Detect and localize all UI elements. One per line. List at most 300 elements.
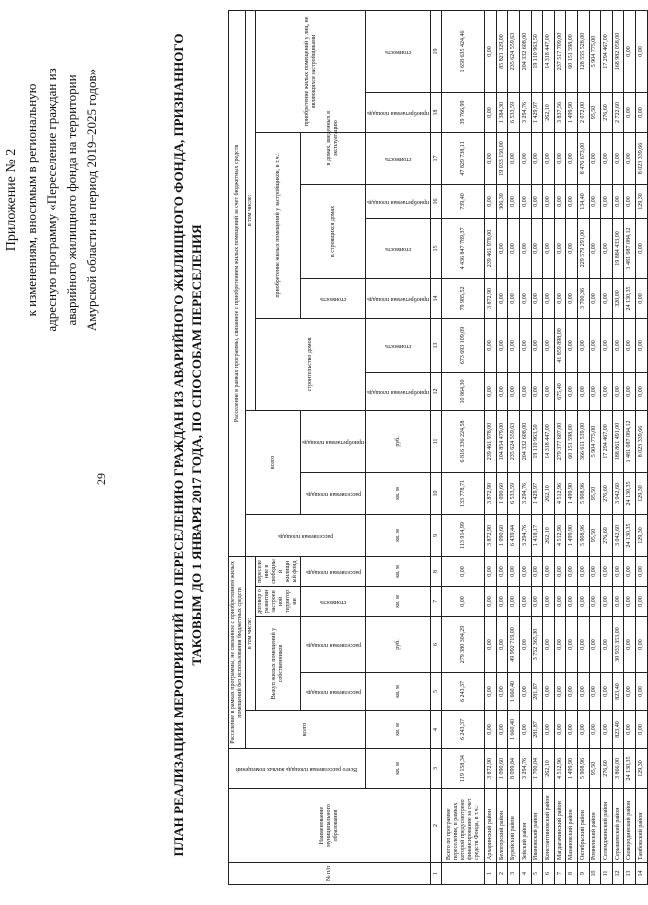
table-cell: 0,00 — [543, 278, 555, 318]
table-cell: 281,87 — [531, 673, 543, 711]
plan-table-body — [442, 10, 647, 884]
table-cell: 276,60 — [601, 472, 613, 514]
row-number: 12 — [612, 863, 624, 885]
row-municipality: Селемджинский район — [601, 789, 613, 863]
row-number: 9 — [578, 863, 590, 885]
table-cell: 30 933 353,00 — [612, 617, 624, 673]
table-cell: 0,00 — [543, 587, 555, 617]
table-cell: 19 033 150,00 — [496, 132, 508, 184]
table-cell: 0,00 — [578, 372, 590, 410]
table-cell: 1 090,60 — [496, 472, 508, 514]
table-cell: 3 042,60 — [612, 514, 624, 556]
row-municipality: Ивановский район — [531, 789, 543, 863]
table-cell: 0,00 — [589, 132, 601, 184]
row-number: 1 — [485, 863, 497, 885]
table-cell: 1 499,90 — [566, 514, 578, 556]
table-cell: 3 294,76 — [520, 514, 532, 556]
table-cell: 0,00 — [635, 673, 647, 711]
hdr-prio-area: приобретаемая площадь — [366, 278, 431, 318]
total-cell: 279 380 304,29 — [442, 617, 485, 673]
table-cell: 49 992 719,00 — [508, 617, 520, 673]
table-cell: 675,40 — [554, 372, 566, 410]
hdr-mo: Наименование муниципального образования — [229, 789, 431, 863]
appendix-line: аварийного жилищного фонда на территории — [64, 74, 79, 326]
table-cell: 0,00 — [566, 218, 578, 278]
row-number: 4 — [520, 863, 532, 885]
table-cell: 0,00 — [485, 711, 497, 749]
column-number: 9 — [431, 514, 442, 556]
table-cell: 306,30 — [496, 184, 508, 218]
table-cell: 8 023 339,66 — [635, 410, 647, 472]
table-cell: 0,00 — [543, 184, 555, 218]
table-cell: 14 318 447,00 — [543, 10, 555, 92]
table-cell: 14 318 447,00 — [543, 410, 555, 472]
table-cell: 0,00 — [543, 318, 555, 372]
table-cell: 0,00 — [554, 278, 566, 318]
table-cell: 0,00 — [496, 617, 508, 673]
table-cell: 17 294 467,00 — [601, 410, 613, 472]
table-cell: 0,00 — [578, 711, 590, 749]
table-cell: 0,00 — [485, 184, 497, 218]
table-cell: 0,00 — [554, 711, 566, 749]
row-number: 5 — [531, 863, 543, 885]
hdr-ras-area: расселяемая площадь — [301, 673, 366, 711]
table-cell: 0,00 — [635, 218, 647, 278]
table-cell: 6 533,59 — [508, 472, 520, 514]
table-cell: 0,00 — [485, 673, 497, 711]
hdr-prio-area: приобретаемая площадь — [366, 372, 431, 410]
row-number: 8 — [566, 863, 578, 885]
table-row — [531, 10, 543, 884]
table-cell: 0,00 — [566, 372, 578, 410]
total-cell: 6 243,37 — [442, 711, 485, 749]
table-cell: 85 821 329,00 — [496, 10, 508, 92]
table-cell: 0,00 — [601, 132, 613, 184]
hdr-vsego: всего — [246, 711, 366, 749]
table-cell: 0,00 — [578, 318, 590, 372]
table-cell: 0,00 — [601, 218, 613, 278]
table-cell: 168 982 058,00 — [612, 10, 624, 92]
table-cell: 0,00 — [589, 711, 601, 749]
hdr-in-construction: в строящихся домах — [301, 184, 366, 278]
table-row — [543, 10, 555, 884]
table-cell: 3 042,60 — [612, 472, 624, 514]
table-cell: 320,00 — [612, 278, 624, 318]
table-cell: 0,00 — [589, 617, 601, 673]
table-cell: 95,50 — [589, 472, 601, 514]
table-cell: 0,00 — [554, 184, 566, 218]
table-cell: 279 377 607,00 — [554, 410, 566, 472]
table-cell: 0,00 — [485, 10, 497, 92]
table-cell: 0,00 — [496, 318, 508, 372]
table-cell: 19 110 963,50 — [531, 410, 543, 472]
table-cell: 0,00 — [496, 673, 508, 711]
hdr-ras-area: расселяемая площадь — [301, 472, 366, 514]
table-cell: 0,00 — [566, 617, 578, 673]
table-cell: 1 481 087 084,12 — [624, 410, 636, 472]
table-cell: 0,00 — [624, 617, 636, 673]
total-no — [442, 863, 485, 885]
total-cell: 119 158,34 — [442, 749, 485, 789]
table-cell: 3 294,76 — [520, 472, 532, 514]
table-row — [624, 10, 636, 884]
hdr-incl2: в том числе: — [246, 10, 256, 410]
table-cell: 1 429,97 — [531, 472, 543, 514]
table-cell: 0,00 — [601, 587, 613, 617]
table-row — [578, 10, 590, 884]
table-cell: 0,00 — [578, 673, 590, 711]
row-municipality: Октябрьский район — [578, 789, 590, 863]
table-cell: 0,00 — [589, 587, 601, 617]
table-cell: 276,60 — [601, 92, 613, 132]
table-cell: 262,10 — [543, 472, 555, 514]
total-cell: 0,00 — [442, 587, 485, 617]
document-title: ПЛАН РЕАЛИЗАЦИИ МЕРОПРИЯТИЙ ПО ПЕРЕСЕЛЕНИЮ ГРАЖДАН ИЗ АВАРИЙНОГО ЖИЛИЩНОГО ФОНДА, ПРИЗНАННОГО ТАКОВЫМ ДО 1 ЯНВАРЯ 2017 ГОДА, ПО СПОСОБАМ ПЕРЕСЕЛЕНИЯ — [171, 33, 204, 857]
table-cell: 0,00 — [635, 372, 647, 410]
table-cell: 0,00 — [485, 372, 497, 410]
table-cell: 823,40 — [612, 673, 624, 711]
table-cell: 0,00 — [543, 372, 555, 410]
row-municipality: Белогорский район — [496, 789, 508, 863]
table-cell: 0,00 — [635, 92, 647, 132]
table-row — [635, 10, 647, 884]
table-cell: 1 384,30 — [496, 92, 508, 132]
table-cell: 3 872,90 — [485, 749, 497, 789]
table-cell: 3 866,00 — [612, 749, 624, 789]
table-cell: 2 072,00 — [578, 92, 590, 132]
table-cell: 0,00 — [566, 184, 578, 218]
total-cell: 133 778,71 — [442, 472, 485, 514]
table-cell: 5 908,96 — [578, 749, 590, 789]
table-cell: 0,00 — [508, 372, 520, 410]
table-cell: 237 517 709,00 — [554, 10, 566, 92]
table-cell: 4 512,96 — [554, 749, 566, 789]
total-cell: 4 436 847 789,37 — [442, 218, 485, 278]
table-cell: 4 512,96 — [554, 472, 566, 514]
table-cell: 1 090,60 — [496, 749, 508, 789]
table-cell: 262,10 — [543, 514, 555, 556]
table-cell: 0,00 — [554, 617, 566, 673]
table-cell: 0,00 — [520, 556, 532, 586]
table-cell: 0,00 — [589, 556, 601, 586]
table-cell: 0,00 — [531, 218, 543, 278]
table-cell: 0,00 — [589, 372, 601, 410]
hdr-fund: переселение в свободный жилищный фонд — [256, 556, 301, 586]
table-cell: 0,00 — [508, 556, 520, 586]
column-number: 15 — [431, 218, 442, 278]
total-label: Всего по программе переселения, в рамках которой предусмотрено финансирование за счет средств Фонда, в т.ч.: — [442, 789, 485, 863]
table-cell: 24 130,35 — [624, 749, 636, 789]
table-cell: 0,00 — [485, 92, 497, 132]
table-cell: 0,00 — [566, 132, 578, 184]
table-cell: 0,00 — [508, 218, 520, 278]
table-cell: 0,00 — [612, 587, 624, 617]
page-number: 29 — [94, 473, 108, 485]
table-cell: 0,00 — [624, 92, 636, 132]
table-cell: 129,30 — [635, 514, 647, 556]
table-cell: 276,60 — [601, 514, 613, 556]
hdr-total-area: Всего расселяемая площадь жилых помещений — [229, 749, 366, 789]
table-cell: 239 461 978,00 — [485, 410, 497, 472]
row-number: 3 — [508, 863, 520, 885]
table-row — [485, 10, 497, 884]
table-cell: 0,00 — [508, 278, 520, 318]
table-cell: 0,00 — [612, 372, 624, 410]
table-cell: 2 722,60 — [612, 92, 624, 132]
column-number: 16 — [431, 184, 442, 218]
total-cell: 79 985,52 — [442, 278, 485, 318]
table-cell: 1 700,04 — [531, 749, 543, 789]
table-cell: 129,30 — [635, 184, 647, 218]
table-cell: 5 908,96 — [578, 472, 590, 514]
table-cell: 19 110 963,50 — [531, 10, 543, 92]
appendix-title: Приложение № 2 — [4, 148, 19, 252]
column-number: 19 — [431, 10, 442, 92]
table-cell: 204 332 608,00 — [520, 10, 532, 92]
table-cell: 0,00 — [566, 556, 578, 586]
table-cell: 0,00 — [520, 617, 532, 673]
table-cell: 0,00 — [635, 556, 647, 586]
table-cell: 1 499,90 — [566, 472, 578, 514]
table-cell: 24 130,35 — [624, 514, 636, 556]
row-municipality: Зейский район — [520, 789, 532, 863]
table-cell: 0,00 — [589, 318, 601, 372]
row-number: 10 — [589, 863, 601, 885]
table-cell: 262,10 — [543, 92, 555, 132]
hdr-buyout: Выкуп жилых помещений у собственников — [256, 617, 301, 711]
table-row — [566, 10, 578, 884]
column-number: 1 — [431, 863, 442, 885]
total-cell: 6 243,37 — [442, 673, 485, 711]
total-cell: 673 693 109,09 — [442, 318, 485, 372]
table-cell: 0,00 — [496, 587, 508, 617]
table-cell: 0,00 — [566, 587, 578, 617]
table-cell: 95,50 — [589, 749, 601, 789]
table-cell: 3 872,90 — [485, 514, 497, 556]
table-cell: 0,00 — [612, 556, 624, 586]
hdr-cost: стоимость — [301, 587, 366, 617]
table-cell: 0,00 — [508, 318, 520, 372]
table-cell: 0,00 — [635, 711, 647, 749]
table-cell: 0,00 — [624, 318, 636, 372]
table-cell: 0,00 — [531, 587, 543, 617]
table-cell: 0,00 — [635, 617, 647, 673]
table-cell: 0,00 — [612, 318, 624, 372]
column-number: 11 — [431, 410, 442, 472]
table-cell: 0,00 — [589, 673, 601, 711]
unit: кв. м — [366, 514, 431, 556]
table-cell: 60 151 598,00 — [566, 410, 578, 472]
total-cell: 113 914,99 — [442, 514, 485, 556]
table-cell: 0,00 — [554, 218, 566, 278]
unit: кв. м — [366, 749, 431, 789]
table-row — [508, 10, 520, 884]
table-cell: 8 023 339,66 — [635, 132, 647, 184]
unit: кв. м — [366, 711, 431, 749]
table-cell: 5 904 775,00 — [589, 10, 601, 92]
table-cell: 0,00 — [520, 587, 532, 617]
table-cell: 0,00 — [531, 318, 543, 372]
table-cell: 0,00 — [566, 711, 578, 749]
table-cell: 104 854 479,00 — [496, 410, 508, 472]
hdr-cost: стоимость — [366, 10, 431, 92]
table-cell: 24 130,35 — [624, 278, 636, 318]
total-cell: 39 766,99 — [442, 92, 485, 132]
table-cell: 3 872,90 — [485, 278, 497, 318]
table-row — [612, 10, 624, 884]
table-cell: 239 461 978,00 — [485, 218, 497, 278]
table-cell: 0,00 — [589, 184, 601, 218]
table-cell: 235 624 559,63 — [508, 410, 520, 472]
table-cell: 1 660,40 — [508, 673, 520, 711]
hdr-incl: в том числе: — [246, 556, 256, 710]
table-cell: 0,00 — [485, 318, 497, 372]
table-cell: 0,00 — [543, 218, 555, 278]
table-cell: 0,00 — [520, 318, 532, 372]
table-cell: 0,00 — [624, 587, 636, 617]
table-cell: 0,00 — [635, 318, 647, 372]
table-cell: 4 512,96 — [554, 514, 566, 556]
table-cell: 0,00 — [578, 556, 590, 586]
table-cell: 0,00 — [566, 673, 578, 711]
table-cell: 3 752 365,30 — [531, 617, 543, 673]
table-cell: 0,00 — [496, 556, 508, 586]
total-cell: 1 658 635 424,46 — [442, 10, 485, 92]
row-municipality: Магдагачинский район — [554, 789, 566, 863]
table-cell: 0,00 — [520, 711, 532, 749]
table-cell: 0,00 — [543, 673, 555, 711]
hdr-prio-area: приобретаемая площадь — [366, 184, 431, 218]
table-cell: 0,00 — [578, 617, 590, 673]
table-cell: 0,00 — [612, 132, 624, 184]
table-cell: 1 090,60 — [496, 514, 508, 556]
hdr-ras-area-budget: расселяемая площадь — [246, 514, 366, 556]
table-cell: 0,00 — [624, 132, 636, 184]
table-cell: 24 130,35 — [624, 472, 636, 514]
table-cell: 0,00 — [520, 132, 532, 184]
table-cell: 0,00 — [601, 711, 613, 749]
column-number: 4 — [431, 711, 442, 749]
column-number: 12 — [431, 372, 442, 410]
row-number: 6 — [543, 863, 555, 885]
row-number: 2 — [496, 863, 508, 885]
table-cell: 0,00 — [601, 184, 613, 218]
table-cell: 41 859 898,00 — [554, 318, 566, 372]
table-cell: 0,00 — [624, 184, 636, 218]
column-number: 14 — [431, 278, 442, 318]
row-municipality: Тамбовский район — [635, 789, 647, 863]
hdr-dogovor: договор о развитии застроенной территории — [256, 587, 301, 617]
table-cell: 0,00 — [543, 617, 555, 673]
table-cell: 281,87 — [531, 711, 543, 749]
column-number: 17 — [431, 132, 442, 184]
table-cell: 0,00 — [485, 587, 497, 617]
table-cell: 0,00 — [566, 318, 578, 372]
table-cell: 0,00 — [589, 218, 601, 278]
table-cell: 0,00 — [601, 372, 613, 410]
table-cell: 0,00 — [531, 184, 543, 218]
unit: руб. — [366, 410, 431, 472]
table-cell: 0,00 — [496, 372, 508, 410]
total-cell: 47 829 738,11 — [442, 132, 485, 184]
hdr-cost: стоимость — [366, 218, 431, 278]
table-cell: 0,00 — [543, 132, 555, 184]
table-cell: 235 624 559,63 — [508, 10, 520, 92]
unit: кв. м — [366, 673, 431, 711]
table-cell: 204 332 608,00 — [520, 410, 532, 472]
table-cell: 5 904 775,00 — [589, 410, 601, 472]
hdr-construction: строительство домов — [256, 318, 366, 410]
table-cell: 0,00 — [624, 372, 636, 410]
column-number: 5 — [431, 673, 442, 711]
table-cell: 188 861 491,00 — [612, 410, 624, 472]
table-cell: 0,00 — [520, 278, 532, 318]
row-municipality: Архаринский район — [485, 789, 497, 863]
plan-table — [228, 10, 648, 885]
table-cell: 0,00 — [520, 218, 532, 278]
table-cell: 0,00 — [543, 711, 555, 749]
table-cell: 0,00 — [554, 673, 566, 711]
hdr-prio-area: приобретаемая площадь — [366, 92, 431, 132]
table-cell: 0,00 — [635, 278, 647, 318]
row-number: 7 — [554, 863, 566, 885]
table-cell: 0,00 — [531, 132, 543, 184]
table-cell: 1 499,90 — [566, 92, 578, 132]
table-cell: 0,00 — [601, 318, 613, 372]
total-cell: 0,00 — [442, 556, 485, 586]
appendix-line: Амурской области на период 2019–2025 годов» — [84, 68, 99, 332]
table-cell: 3 700,36 — [578, 278, 590, 318]
unit: кв. м — [366, 472, 431, 514]
table-cell: 0,00 — [520, 184, 532, 218]
table-cell: 0,00 — [566, 278, 578, 318]
table-cell: 0,00 — [496, 711, 508, 749]
hdr-cost: стоимость — [366, 132, 431, 184]
table-cell: 0,00 — [578, 587, 590, 617]
table-row — [496, 10, 508, 884]
table-cell: 95,50 — [589, 92, 601, 132]
hdr-acquisition: приобретение жилых помещений у застройщиков, в т.ч.: — [256, 132, 301, 318]
hdr-budget: Расселение в рамках программы, связанное с приобретением жилых помещений за счет бюджетных средств — [229, 10, 246, 556]
appendix-line: адресную программу «Переселение граждан из — [44, 68, 59, 332]
column-numbers-row — [431, 10, 442, 884]
table-cell: 0,00 — [601, 556, 613, 586]
table-cell: 134,40 — [578, 184, 590, 218]
hdr-vsego2: всего — [246, 410, 301, 514]
table-cell: 0,00 — [508, 184, 520, 218]
plan-table-wrap — [228, 11, 644, 885]
table-cell: 19 884 433,00 — [612, 218, 624, 278]
appendix-line: к изменениям, вносимым в региональную — [24, 83, 39, 317]
column-number: 13 — [431, 318, 442, 372]
table-cell: 0,00 — [601, 617, 613, 673]
row-municipality: Ромненский район — [589, 789, 601, 863]
table-cell: 8 476 673,00 — [578, 132, 590, 184]
column-number: 10 — [431, 472, 442, 514]
table-cell: 0,00 — [531, 556, 543, 586]
row-number: 14 — [635, 863, 647, 885]
total-cell: 6 816 336 224,58 — [442, 410, 485, 472]
column-number: 6 — [431, 617, 442, 673]
table-cell: 0,00 — [520, 372, 532, 410]
table-cell: 1 429,97 — [531, 92, 543, 132]
total-cell: 739,40 — [442, 184, 485, 218]
table-cell: 262,10 — [543, 749, 555, 789]
table-cell: 0,00 — [624, 10, 636, 92]
hdr-in-exploited: в домах, введенных в эксплуатацию — [301, 92, 366, 184]
hdr-ras-area: расселяемая площадь — [301, 556, 366, 586]
table-cell: 1 481 087 084,12 — [624, 218, 636, 278]
